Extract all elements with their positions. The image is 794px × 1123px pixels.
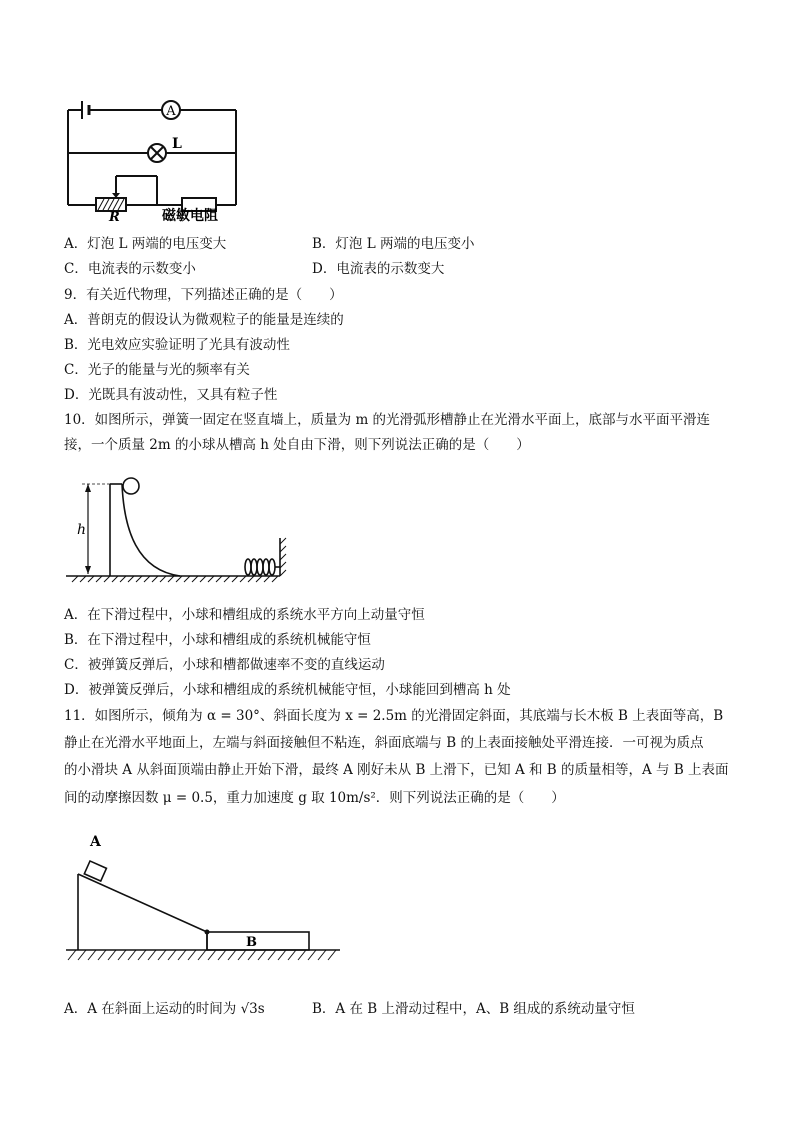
height-label: h <box>77 522 87 538</box>
q9-option-b: B．光电效应实验证明了光具有波动性 <box>64 337 290 353</box>
rheostat-label: R <box>109 210 120 222</box>
q11-stem-line4: 间的动摩擦因数 μ = 0.5，重力加速度 g 取 10m/s²．则下列说法正确的是（ ） <box>64 790 565 806</box>
q10-option-a: A．在下滑过程中，小球和槽组成的系统水平方向上动量守恒 <box>64 607 425 623</box>
sensor-label: 磁敏电阻 <box>162 208 218 222</box>
arc-slot-diagram <box>62 470 294 588</box>
circuit-diagram <box>60 92 250 222</box>
q11-option-a: A．A 在斜面上运动的时间为 √3s <box>64 1001 265 1017</box>
q10-option-c: C．被弹簧反弹后，小球和槽都做速率不变的直线运动 <box>64 657 385 673</box>
board-b-label: B <box>246 935 257 950</box>
q10-stem-line1: 10．如图所示，弹簧一固定在竖直墙上，质量为 m 的光滑弧形槽静止在光滑水平面上，底部与水平面平滑连 <box>64 412 711 428</box>
q8-option-d: D．电流表的示数变大 <box>312 261 445 277</box>
q9-option-a: A．普朗克的假设认为微观粒子的能量是连续的 <box>64 312 344 328</box>
block-a-label: A <box>90 834 101 850</box>
ammeter-label: A <box>166 104 176 119</box>
q11-stem-line3: 的小滑块 A 从斜面顶端由静止开始下滑，最终 A 刚好未从 B 上滑下，已知 A 和 B 的质量相等，A 与 B 上表面 <box>64 762 729 778</box>
incline-board-diagram <box>62 826 346 976</box>
lamp-label: L <box>172 136 182 152</box>
q10-option-b: B．在下滑过程中，小球和槽组成的系统机械能守恒 <box>64 632 371 648</box>
q11-option-b: B．A 在 B 上滑动过程中，A、B 组成的系统动量守恒 <box>312 1001 635 1017</box>
q11-stem-line1: 11．如图所示，倾角为 α = 30°、斜面长度为 x = 2.5m 的光滑固定斜面，其底端与长木板 B 上表面等高，B <box>64 708 724 724</box>
q9-stem: 9．有关近代物理，下列描述正确的是（ ） <box>64 287 343 303</box>
q9-option-c: C．光子的能量与光的频率有关 <box>64 362 250 378</box>
q8-option-a: A．灯泡 L 两端的电压变大 <box>64 236 227 252</box>
q8-option-b: B．灯泡 L 两端的电压变小 <box>312 236 475 252</box>
q10-stem-line2: 接，一个质量 2m 的小球从槽高 h 处自由下滑，则下列说法正确的是（ ） <box>64 437 530 453</box>
q9-option-d: D．光既具有波动性，又具有粒子性 <box>64 387 278 403</box>
q11-stem-line2: 静止在光滑水平地面上，左端与斜面接触但不粘连，斜面底端与 B 的上表面接触处平滑连接．一可视为质点 <box>64 735 704 751</box>
q10-option-d: D．被弹簧反弹后，小球和槽组成的系统机械能守恒，小球能回到槽高 h 处 <box>64 682 511 698</box>
q8-option-c: C．电流表的示数变小 <box>64 261 196 277</box>
